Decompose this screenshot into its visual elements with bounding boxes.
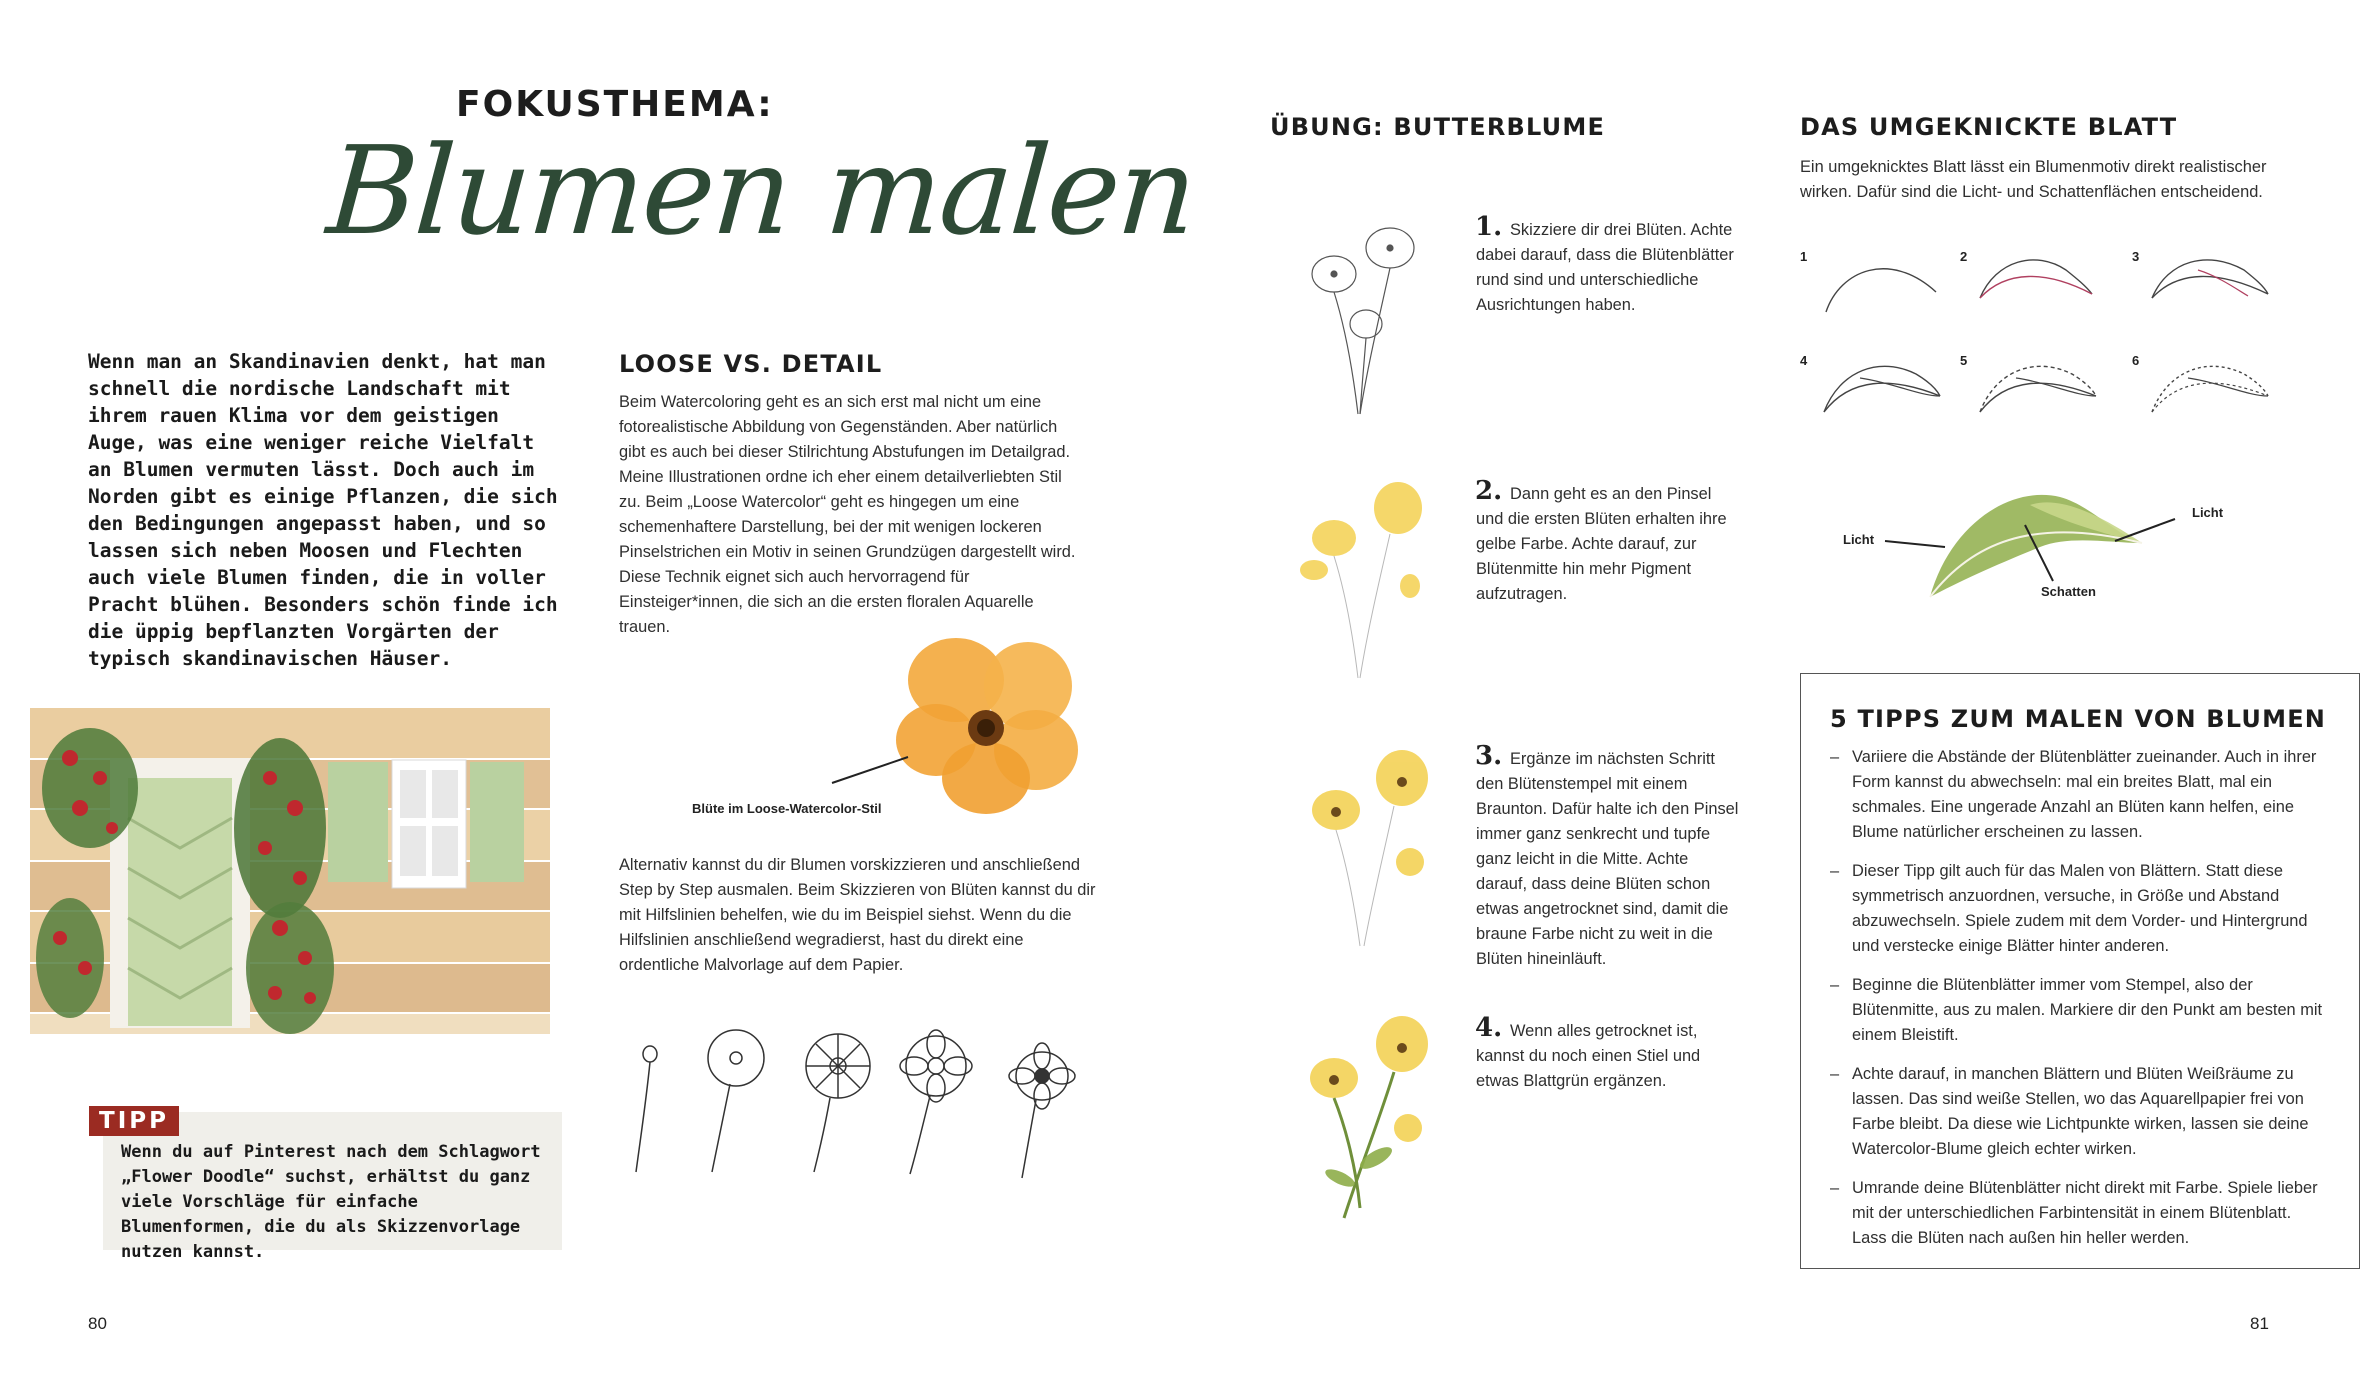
house-illustration — [30, 698, 550, 1042]
leaf-sketch-3 — [2148, 250, 2272, 320]
step-3-text: Ergänze im nächsten Schritt den Blütenstempel mit einem Braunton. Dafür halte ich den Pinsel immer ganz senkrecht und tupfe ganz leicht in die Mitte. Achte darauf, dass deine Blüten schon etwas angetrocknet sind, damit die braune Farbe nicht zu weit in die Blüten hineinläuft. — [1476, 750, 1739, 968]
tip-item — [1830, 745, 2330, 845]
tip-item — [1830, 1176, 2330, 1251]
leaf-label-pointers — [1875, 505, 2185, 595]
leaf-step-6-label: 6 — [2132, 353, 2140, 368]
buttercup-step-2-painted — [1290, 478, 1440, 688]
leaf-sketch-2 — [1976, 250, 2096, 320]
leaf-text: Ein umgeknicktes Blatt lässt ein Blumenmotiv direkt realistischer wirken. Dafür sind die Licht- und Schattenflächen entscheidend. — [1800, 158, 2267, 201]
leaf-light-label-right: Licht — [2192, 505, 2224, 520]
flower-caption: Blüte im Loose-Watercolor-Stil — [692, 801, 882, 816]
leaf-step-4-label: 4 — [1800, 353, 1808, 368]
step-1-text: Skizziere dir drei Blüten. Achte dabei darauf, dass die Blütenblätter rund sind und unterschiedliche Ausrichtungen haben. — [1476, 221, 1734, 314]
loose-heading: LOOSE VS. DETAIL — [619, 350, 883, 378]
page-number-left: 80 — [88, 1314, 107, 1333]
leaf-step-3-label: 3 — [2132, 249, 2140, 264]
tip-dash: – — [1830, 976, 1840, 994]
step-2-number: 2. — [1475, 476, 1503, 506]
kicker: FOKUSTHEMA: — [456, 84, 774, 125]
leaf-heading: DAS UMGEKNICKTE BLATT — [1800, 113, 2178, 141]
step-4-text: Wenn alles getrocknet ist, kannst du noch einen Stiel und etwas Blattgrün ergänzen. — [1476, 1022, 1701, 1090]
tip-text: Wenn du auf Pinterest nach dem Schlagwort „Flower Doodle“ suchst, erhältst du ganz viele Vorschläge für einfache Blumenformen, die du als Skizzenvorlage nutzen kannst. — [121, 1142, 541, 1262]
page-title: Blumen malen — [323, 120, 1200, 262]
intro-text: Wenn man an Skandinavien denkt, hat man schnell die nordische Landschaft mit ihrem rauen Klima vor dem geistigen Auge, was eine weniger reiche Vielfalt an Blumen vermuten lässt. Doch auch im Norden gibt es einige Pflanzen, die sich den Bedingungen angepasst haben, und so lassen sich neben Moosen und Flechten auch viele Blumen finden, die in voller Pracht blühen. Besonders schön finde ich die üppig bepflanzten Vorgärten der typisch skandinavischen Häuser. — [88, 350, 558, 670]
tips-heading: 5 TIPPS ZUM MALEN VON BLUMEN — [1830, 705, 2327, 733]
leaf-sketch-4 — [1820, 356, 1944, 420]
tip-item — [1830, 1062, 2330, 1162]
tip-item — [1830, 973, 2330, 1048]
leaf-sketch-5 — [1976, 356, 2100, 420]
leaf-step-1-label: 1 — [1800, 249, 1808, 264]
tip-dash: – — [1830, 748, 1840, 766]
step-4-number: 4. — [1475, 1013, 1503, 1043]
loose-paragraph-2: Alternativ kannst du dir Blumen vorskizzieren und anschließend Step by Step ausmalen. Beim Skizzieren von Blüten kannst du dir mit Hilfslinien behelfen, wie du im Beispiel siehst. Wenn du die Hilfslinien anschließend wegradierst, hast du direkt eine ordentliche Malvorlage auf dem Papier. — [619, 856, 1096, 974]
flower-sketch-steps — [612, 1022, 1098, 1180]
step-3-number: 3. — [1475, 741, 1503, 771]
leaf-sketch-1 — [1820, 250, 1940, 320]
tip-item — [1830, 859, 2330, 959]
tip-item-text: Achte darauf, in manchen Blättern und Blüten Weißräume zu lassen. Das sind weiße Stellen, wo das Aquarellpapier frei von Farbe bleibt. Da diese wie Lichtpunkte wirken, lassen sie deine Watercolor-Blume gleich echter wirken. — [1852, 1065, 2309, 1158]
tip-label: TIPP — [89, 1106, 179, 1136]
tip-item-text: Variiere die Abstände der Blütenblätter zueinander. Auch in ihrer Form kannst du abwechseln: mal ein breites Blatt, mal ein schmales. Eine ungerade Anzahl an Blüten kann helfen, eine Blume natürlicher erscheinen zu lassen. — [1852, 748, 2317, 841]
tips-list — [1830, 745, 2330, 1265]
exercise-heading: ÜBUNG: BUTTERBLUME — [1270, 113, 1606, 141]
tip-dash: – — [1830, 1179, 1840, 1197]
leaf-light-label-left: Licht — [1843, 532, 1875, 547]
buttercup-step-3-stamen — [1290, 742, 1440, 952]
step-2-text: Dann geht es an den Pinsel und die ersten Blüten erhalten ihre gelbe Farbe. Achte darauf, zur Blütenmitte hin mehr Pigment aufzutragen. — [1476, 485, 1727, 603]
tip-dash: – — [1830, 862, 1840, 880]
leaf-sketch-6 — [2148, 356, 2272, 420]
caption-pointer-line — [830, 755, 910, 785]
leaf-step-2-label: 2 — [1960, 249, 1968, 264]
tip-item-text: Dieser Tipp gilt auch für das Malen von Blättern. Statt diese symmetrisch anzuordnen, versuche, in Größe und Abstand abzuwechseln. Spiele zudem mit dem Vorder- und Hintergrund und verstecke einige Blätter hinter anderen. — [1852, 862, 2308, 955]
leaf-shadow-label: Schatten — [2041, 584, 2096, 599]
buttercup-step-1-sketch — [1290, 214, 1440, 424]
tip-item-text: Umrande deine Blütenblätter nicht direkt mit Farbe. Spiele lieber mit der unterschiedlichen Farbintensität in einem Blütenblatt. Lass die Blüten nach außen hin heller werden. — [1852, 1179, 2318, 1247]
leaf-step-5-label: 5 — [1960, 353, 1968, 368]
step-1-number: 1. — [1475, 212, 1503, 242]
loose-watercolor-flower — [896, 628, 1086, 818]
loose-paragraph-1: Beim Watercoloring geht es an sich erst mal nicht um eine fotorealistische Abbildung von Gegenständen. Aber natürlich gibt es auch bei dieser Stilrichtung Abstufungen im Detailgrad. Meine Illustrationen ordne ich eher einem detailverliebten Stil zu. Beim „Loose Watercolor“ geht es hingegen um eine schemenhaftere Darstellung, bei der mit wenigen lockeren Pinselstrichen ein Motiv in seinen Grundzügen dargestellt wird. Diese Technik eignet sich auch hervorragend für Einsteiger*innen, die sich an die ersten floralen Aquarelle trauen. — [619, 393, 1076, 636]
tip-dash: – — [1830, 1065, 1840, 1083]
tip-item-text: Beginne die Blütenblätter immer vom Stempel, also der Blütenmitte, aus zu malen. Markiere dir den Punkt am besten mit einem Bleistift. — [1852, 976, 2323, 1044]
buttercup-step-4-finished — [1290, 1008, 1440, 1226]
page-number-right: 81 — [2250, 1314, 2269, 1333]
